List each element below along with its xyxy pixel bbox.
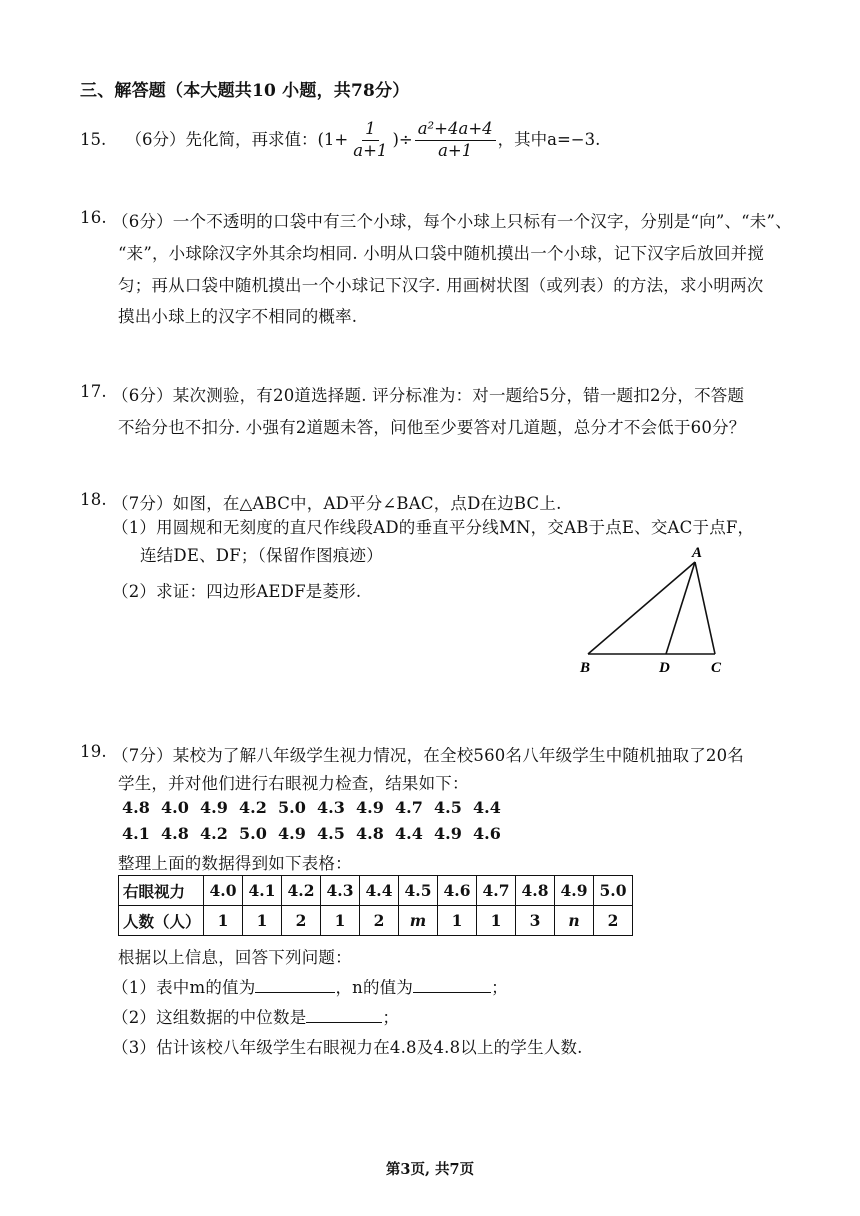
q16-line-2: “来”，小球除汉字外其余均相同. 小明从口袋中随机摸出一个小球，记下汉字后放回并搅 xyxy=(118,244,765,263)
table-cell: 4.3 xyxy=(321,876,360,906)
data-value: 5.0 xyxy=(278,798,306,817)
table-cell: 4.9 xyxy=(555,876,594,906)
answer-blank-m[interactable] xyxy=(255,978,335,993)
table-cell: 3 xyxy=(516,906,555,936)
table-cell: 4.7 xyxy=(477,876,516,906)
table-cell: 5.0 xyxy=(594,876,633,906)
q19-sub1-text-a: （1）表中m的值为 xyxy=(112,978,256,997)
data-value: 4.8 xyxy=(356,824,384,843)
page-footer: 第3页, 共7页 xyxy=(385,1161,475,1178)
q19-table-intro: 整理上面的数据得到如下表格： xyxy=(118,854,352,873)
table-cell: 4.4 xyxy=(360,876,399,906)
table-cell: 4.5 xyxy=(399,876,438,906)
table-cell: 1 xyxy=(321,906,360,936)
data-value: 4.5 xyxy=(434,798,462,817)
q15-fraction-1 xyxy=(350,120,390,161)
q19-sub-1 xyxy=(112,974,508,998)
data-value: 4.1 xyxy=(122,824,150,843)
data-value: 4.3 xyxy=(317,798,345,817)
table-cell: 4.8 xyxy=(516,876,555,906)
q18-line-3: 连结DE、DF；（保留作图痕迹） xyxy=(140,546,383,565)
triangle-abc-figure xyxy=(570,540,740,680)
answer-blank-median[interactable] xyxy=(306,1008,382,1023)
table-cell: 1 xyxy=(204,906,243,936)
table-cell: m xyxy=(399,906,438,936)
q17-number: 17. xyxy=(80,382,107,401)
table-row xyxy=(119,906,633,936)
side-ac xyxy=(695,562,715,654)
table-row xyxy=(119,876,633,906)
data-value: 4.7 xyxy=(395,798,423,817)
data-value: 4.9 xyxy=(200,798,228,817)
q19-sub-2 xyxy=(112,1004,399,1028)
table-header-cell: 人数（人） xyxy=(119,906,204,936)
table-cell: n xyxy=(555,906,594,936)
segment-ad xyxy=(666,562,695,654)
q18-number: 18. xyxy=(80,490,107,509)
q17-line-2: 不给分也不扣分. 小强有2道题未答，问他至少要答对几道题，总分才不会低于60分？ xyxy=(118,418,746,437)
q17-line-1: （6分）某次测验，有20道选择题. 评分标准为：对一题给5分，错一题扣2分，不答题 xyxy=(112,386,745,405)
q19-data-row-1 xyxy=(122,798,512,817)
q16-line-3: 匀；再从口袋中随机摸出一个小球记下汉字. 用画树状图（或列表）的方法，求小明两次 xyxy=(118,276,764,295)
table-cell: 1 xyxy=(243,906,282,936)
q19-sub1-end: ； xyxy=(491,978,508,997)
data-value: 4.4 xyxy=(473,798,501,817)
q15-frac1-den: a+1 xyxy=(353,140,388,160)
data-value: 4.2 xyxy=(200,824,228,843)
q16-number: 16. xyxy=(80,208,107,227)
label-b: B xyxy=(580,660,591,676)
q15-fraction-2 xyxy=(415,120,496,161)
q15-frac1-num: 1 xyxy=(362,120,379,141)
label-d: D xyxy=(659,660,670,676)
q15-mid: )÷ xyxy=(392,129,413,149)
table-cell: 4.0 xyxy=(204,876,243,906)
data-value: 4.8 xyxy=(122,798,150,817)
q19-sub1-text-b: ，n的值为 xyxy=(335,978,414,997)
vision-table xyxy=(118,875,633,936)
table-cell: 4.6 xyxy=(438,876,477,906)
q19-sub2-text: （2）这组数据的中位数是 xyxy=(112,1008,307,1027)
question-15 xyxy=(80,120,600,161)
data-value: 5.0 xyxy=(239,824,267,843)
q19-data-row-2 xyxy=(122,824,512,843)
q19-after-table: 根据以上信息，回答下列问题： xyxy=(118,948,352,967)
table-header-cell: 右眼视力 xyxy=(119,876,204,906)
q19-line-1: （7分）某校为了解八年级学生视力情况，在全校560名八年级学生中随机抽取了20名 xyxy=(112,746,744,765)
q19-sub-3: （3）估计该校八年级学生右眼视力在4.8及4.8以上的学生人数. xyxy=(112,1038,583,1057)
data-value: 4.6 xyxy=(473,824,501,843)
answer-blank-n[interactable] xyxy=(413,978,491,993)
data-value: 4.5 xyxy=(317,824,345,843)
section-title: 三、解答题（本大题共10 小题，共78分） xyxy=(80,81,410,101)
q15-prefix: （6分）先化简，再求值：(1+ xyxy=(125,129,349,149)
side-ab xyxy=(588,562,695,654)
q15-number: 15. xyxy=(80,129,107,149)
q16-line-1: （6分）一个不透明的口袋中有三个小球，每个小球上只标有一个汉字，分别是“向”、“未”、 xyxy=(112,212,792,231)
data-value: 4.9 xyxy=(434,824,462,843)
table-cell: 2 xyxy=(282,906,321,936)
q19-number: 19. xyxy=(80,742,107,761)
table-cell: 1 xyxy=(477,906,516,936)
q15-frac2-den: a+1 xyxy=(438,140,473,160)
q18-line-4: （2）求证：四边形AEDF是菱形. xyxy=(112,582,362,601)
q15-suffix: ，其中a=−3. xyxy=(497,129,601,149)
data-value: 4.0 xyxy=(161,798,189,817)
table-cell: 2 xyxy=(594,906,633,936)
table-cell: 1 xyxy=(438,906,477,936)
q18-line-2: （1）用圆规和无刻度的直尺作线段AD的垂直平分线MN，交AB于点E、交AC于点F， xyxy=(112,518,755,537)
data-value: 4.2 xyxy=(239,798,267,817)
table-cell: 4.2 xyxy=(282,876,321,906)
data-value: 4.9 xyxy=(278,824,306,843)
table-cell: 4.1 xyxy=(243,876,282,906)
table-cell: 2 xyxy=(360,906,399,936)
q19-line-2: 学生，并对他们进行右眼视力检查，结果如下： xyxy=(118,774,469,793)
q19-sub2-end: ； xyxy=(382,1008,400,1027)
data-value: 4.4 xyxy=(395,824,423,843)
data-value: 4.8 xyxy=(161,824,189,843)
data-value: 4.9 xyxy=(356,798,384,817)
label-c: C xyxy=(711,660,722,676)
q18-line-1: （7分）如图，在△ABC中，AD平分∠BAC，点D在边BC上. xyxy=(112,494,562,513)
label-a: A xyxy=(692,545,703,561)
q15-frac2-num: a²+4a+4 xyxy=(415,120,496,141)
q16-line-4: 摸出小球上的汉字不相同的概率. xyxy=(118,307,358,326)
